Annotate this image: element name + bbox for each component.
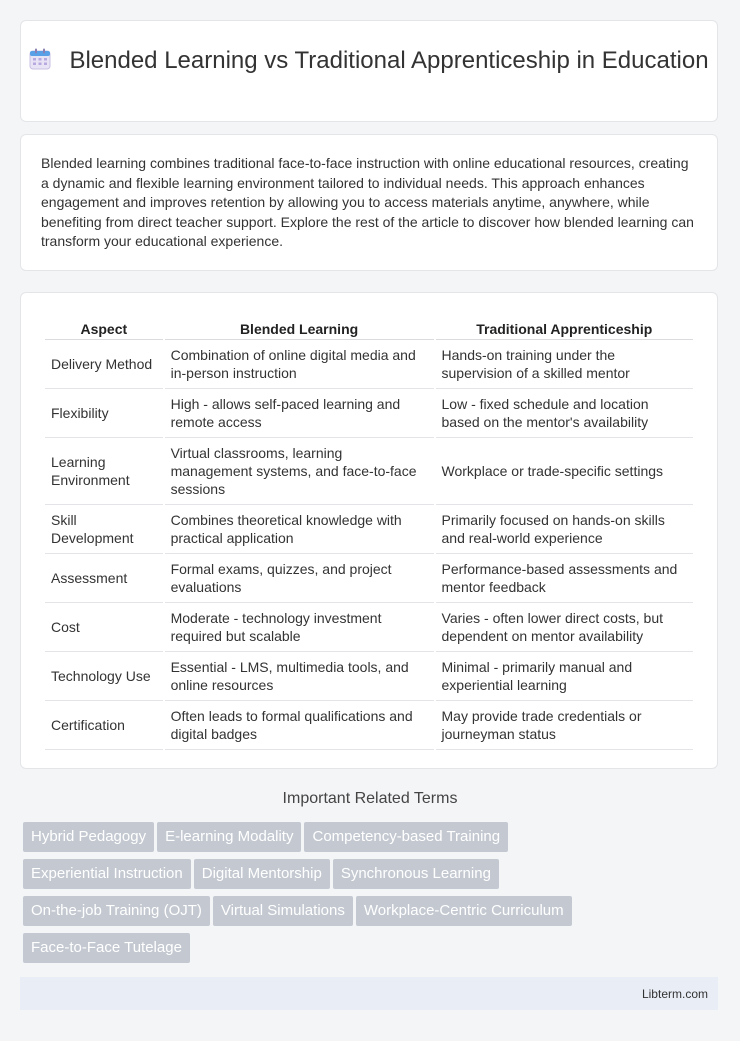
aspect-cell: Flexibility: [45, 389, 163, 438]
table-header-row: [45, 313, 693, 340]
aspect-cell: Technology Use: [45, 652, 163, 701]
column-header: Aspect: [45, 313, 163, 340]
blended-cell: Moderate - technology investment required but scalable: [165, 603, 434, 652]
blended-cell: Often leads to formal qualifications and digital badges: [165, 701, 434, 750]
intro-card: [20, 134, 718, 271]
aspect-cell: Skill Development: [45, 505, 163, 554]
term-tag[interactable]: Workplace-Centric Curriculum: [356, 896, 572, 926]
term-tag[interactable]: Synchronous Learning: [333, 859, 499, 889]
table-row: [45, 701, 693, 750]
header-card: [20, 20, 718, 122]
column-header: Blended Learning: [165, 313, 434, 340]
apprenticeship-cell: Performance-based assessments and mentor feedback: [436, 554, 693, 603]
term-tag[interactable]: Experiential Instruction: [23, 859, 191, 889]
table-row: [45, 438, 693, 505]
term-tag[interactable]: Hybrid Pedagogy: [23, 822, 154, 852]
aspect-cell: Assessment: [45, 554, 163, 603]
related-terms-title: Important Related Terms: [282, 790, 458, 807]
term-tag[interactable]: E-learning Modality: [157, 822, 301, 852]
column-header: Traditional Apprenticeship: [436, 313, 693, 340]
apprenticeship-cell: May provide trade credentials or journeyman status: [436, 701, 693, 750]
apprenticeship-cell: Workplace or trade-specific settings: [436, 438, 693, 505]
aspect-cell: Learning Environment: [45, 438, 163, 505]
aspect-cell: Delivery Method: [45, 340, 163, 389]
table-row: [45, 389, 693, 438]
page-title: [21, 21, 717, 75]
page-title-text: Blended Learning vs Traditional Apprenticeship in Education: [69, 47, 709, 74]
term-tag[interactable]: On-the-job Training (OJT): [23, 896, 210, 926]
blended-cell: Combination of online digital media and in-person instruction: [165, 340, 434, 389]
intro-text: Blended learning combines traditional face-to-face instruction with online educational resources, creating a dynamic and flexible learning environment tailored to individual needs. This approach enhances engagement and improves retention by allowing you to access materials anytime, anywhere, while benefiting from direct teacher support. Explore the rest of the article to discover how blended learning can transform your educational experience.: [41, 155, 694, 249]
comparison-table: [43, 313, 695, 750]
comparison-table-card: [20, 292, 718, 769]
table-row: [45, 340, 693, 389]
blended-cell: Essential - LMS, multimedia tools, and online resources: [165, 652, 434, 701]
footer: [20, 977, 718, 1010]
aspect-cell: Cost: [45, 603, 163, 652]
blended-cell: Virtual classrooms, learning management systems, and face-to-face sessions: [165, 438, 434, 505]
table-row: [45, 505, 693, 554]
term-tag[interactable]: Face-to-Face Tutelage: [23, 933, 190, 963]
related-terms-list: [23, 822, 723, 970]
term-tag[interactable]: Virtual Simulations: [213, 896, 353, 926]
table-row: [45, 554, 693, 603]
apprenticeship-cell: Primarily focused on hands-on skills and real-world experience: [436, 505, 693, 554]
blended-cell: Combines theoretical knowledge with practical application: [165, 505, 434, 554]
blended-cell: High - allows self-paced learning and remote access: [165, 389, 434, 438]
apprenticeship-cell: Minimal - primarily manual and experiential learning: [436, 652, 693, 701]
apprenticeship-cell: Varies - often lower direct costs, but dependent on mentor availability: [436, 603, 693, 652]
aspect-cell: Certification: [45, 701, 163, 750]
term-tag[interactable]: Digital Mentorship: [194, 859, 330, 889]
table-row: [45, 603, 693, 652]
term-tag[interactable]: Competency-based Training: [304, 822, 508, 852]
blended-cell: Formal exams, quizzes, and project evaluations: [165, 554, 434, 603]
footer-site-link[interactable]: Libterm.com: [641, 987, 708, 1001]
table-row: [45, 652, 693, 701]
calendar-icon: [29, 48, 51, 70]
apprenticeship-cell: Low - fixed schedule and location based on the mentor's availability: [436, 389, 693, 438]
apprenticeship-cell: Hands-on training under the supervision of a skilled mentor: [436, 340, 693, 389]
